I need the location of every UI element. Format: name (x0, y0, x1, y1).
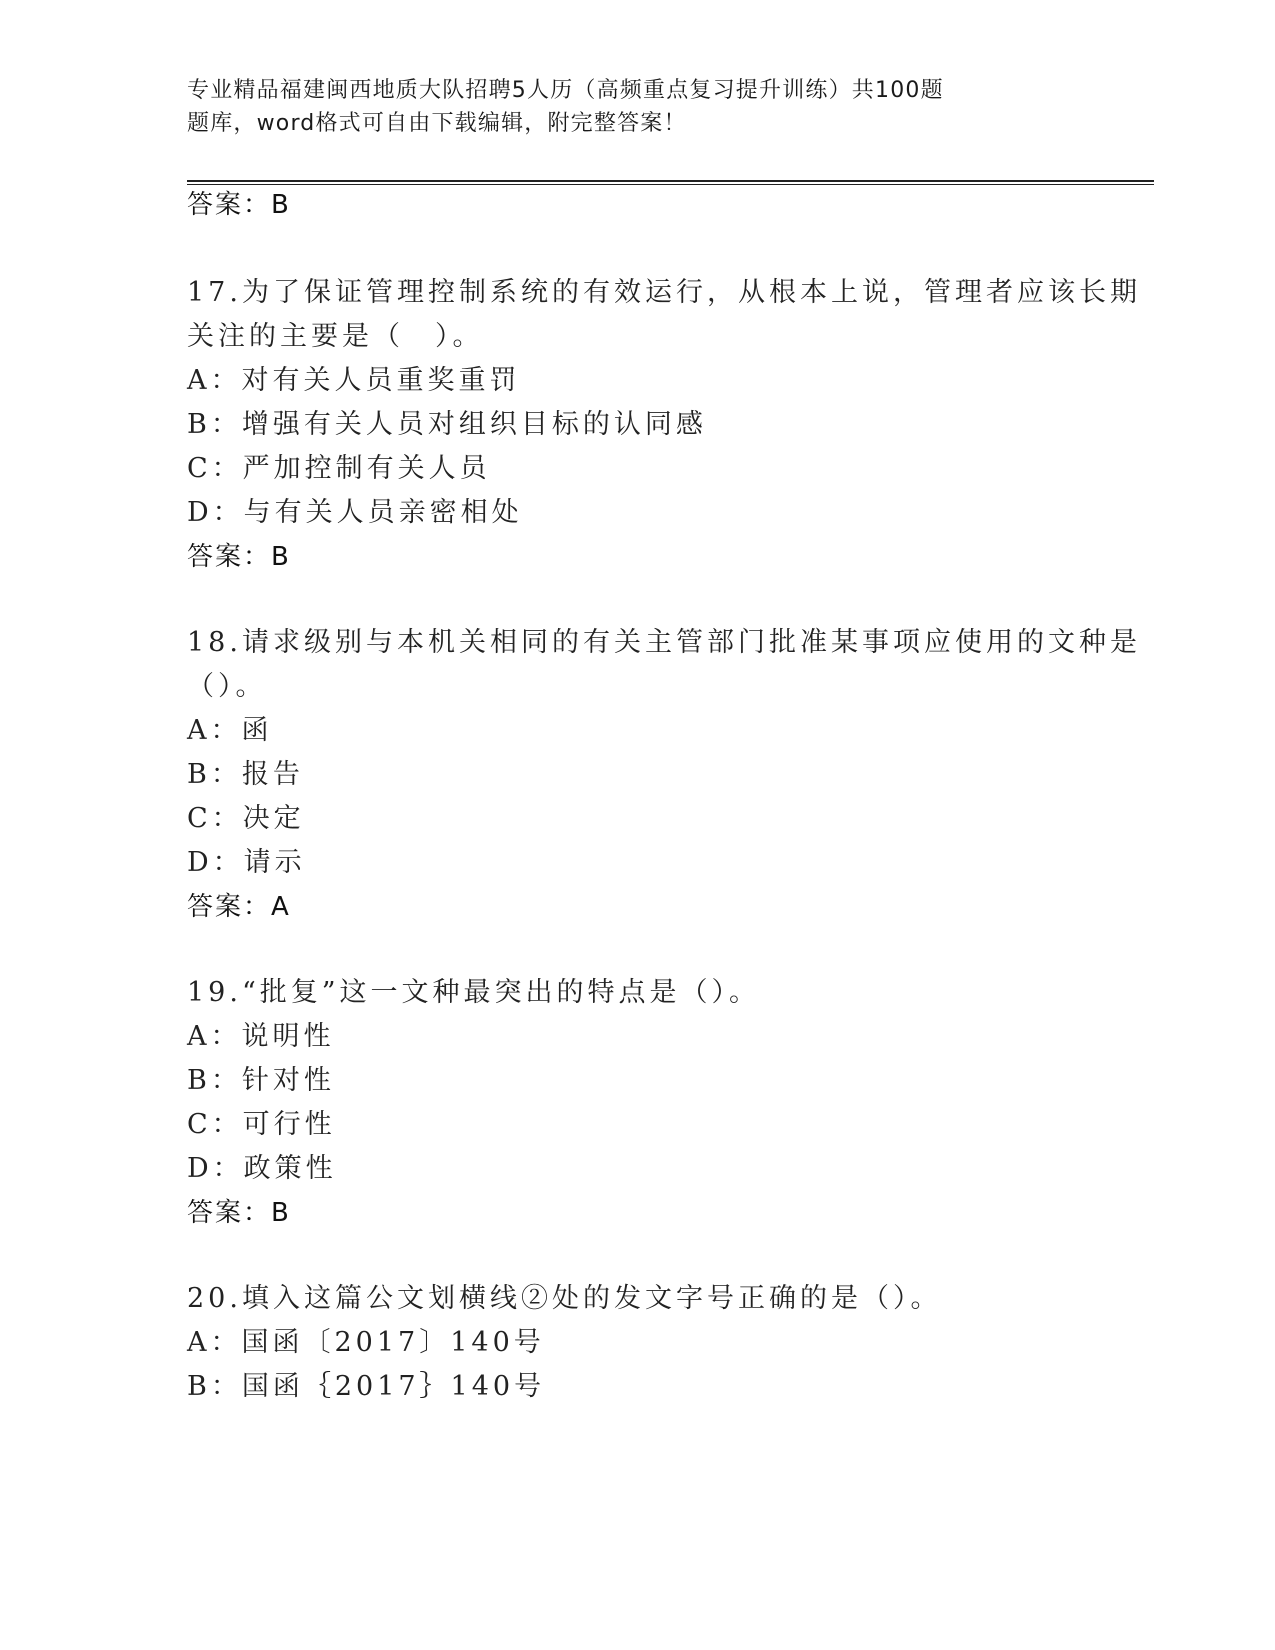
question-18-stem-line-1: 18.请求级别与本机关相同的有关主管部门批准某事项应使用的文种是 (187, 627, 1141, 658)
question-17-answer: 答案：B (187, 542, 291, 572)
question-19-answer: 答案：B (187, 1198, 291, 1228)
header-line-1: 专业精品福建闽西地质大队招聘5人历（高频重点复习提升训练）共100题 (187, 78, 944, 103)
question-19-option-d: D：政策性 (187, 1153, 337, 1184)
question-17-option-c: C：严加控制有关人员 (187, 453, 491, 484)
question-18-option-b: B：报告 (187, 759, 304, 790)
question-20-stem-line-1: 20.填入这篇公文划横线②处的发文字号正确的是（）。 (187, 1283, 942, 1314)
question-17-option-b: B：增强有关人员对组织目标的认同感 (187, 409, 707, 440)
header-divider-thick (187, 180, 1154, 182)
question-19-option-c: C：可行性 (187, 1109, 336, 1140)
question-19-option-b: B：针对性 (187, 1065, 335, 1096)
document-header (187, 74, 1047, 140)
question-20-option-a: A：国函〔2017〕140号 (187, 1327, 545, 1358)
question-17-stem-line-2: 关注的主要是（ ）。 (187, 321, 484, 352)
question-17-stem-line-1: 17.为了保证管理控制系统的有效运行，从根本上说，管理者应该长期 (187, 277, 1141, 308)
question-19-option-a: A：说明性 (187, 1021, 335, 1052)
question-18-option-a: A：函 (187, 715, 273, 746)
question-18-option-c: C：决定 (187, 803, 305, 834)
question-19-stem-line-1: 19.“批复”这一文种最突出的特点是（）。 (187, 977, 761, 1008)
previous-answer: 答案：B (187, 190, 291, 220)
header-line-2: 题库，word格式可自由下载编辑，附完整答案！ (187, 111, 687, 136)
question-17-option-a: A：对有关人员重奖重罚 (187, 365, 521, 396)
question-18-option-d: D：请示 (187, 847, 306, 878)
question-20-option-b: B：国函｛2017｝140号 (187, 1371, 546, 1402)
question-18-stem-line-2: （）。 (187, 671, 267, 702)
question-18-answer: 答案：A (187, 892, 291, 922)
question-17-option-d: D：与有关人员亲密相处 (187, 497, 523, 528)
header-divider-thin (187, 184, 1154, 185)
